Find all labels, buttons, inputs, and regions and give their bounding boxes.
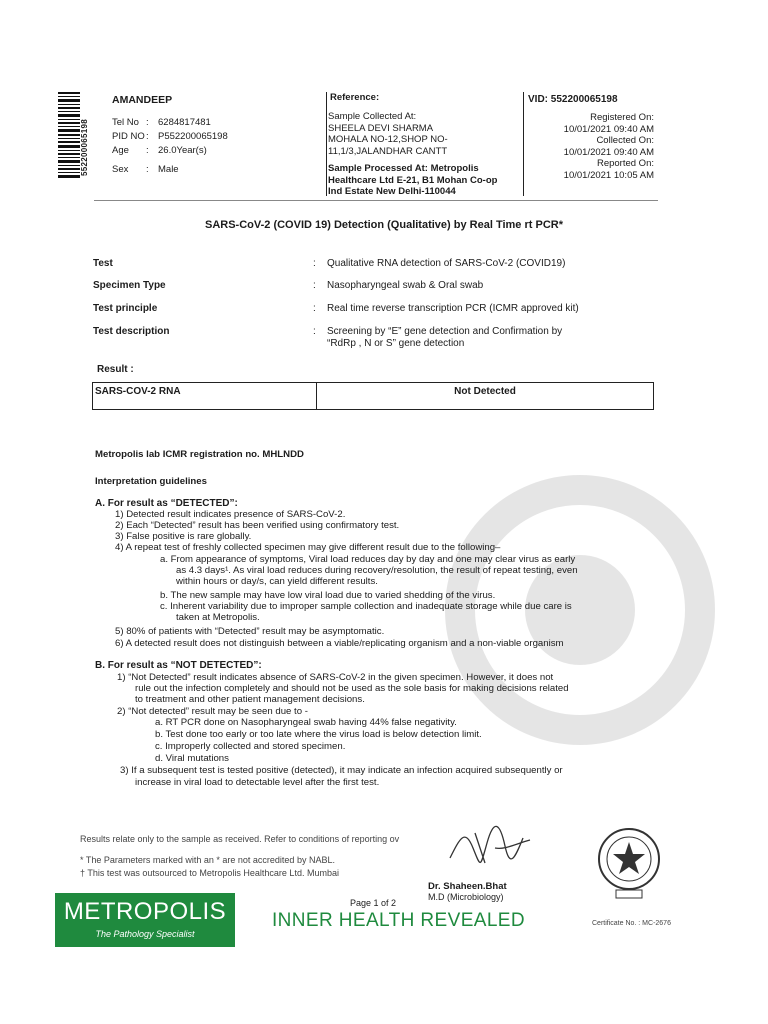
section-a-sub: c. Inherent variability due to improper sample collection and inadequate storage while due care is: [160, 601, 572, 612]
section-a-sub: b. The new sample may have low viral load due to varied shedding of the virus.: [160, 590, 496, 601]
nabl-seal-icon: [596, 826, 662, 910]
tel-label: Tel No: [112, 117, 139, 128]
result-table: [92, 382, 654, 410]
section-a-item: 6) A detected result does not distinguish between a viable/replicating organism and a non-viable organism: [115, 638, 564, 649]
section-b-item: 1) “Not Detected” result indicates absence of SARS-CoV-2 in the given specimen. However, it does not: [117, 672, 554, 683]
icmr-registration: Metropolis lab ICMR registration no. MHLNDD: [95, 449, 304, 460]
registered-label: Registered On:: [590, 112, 654, 123]
header-bottom-rule: [94, 200, 658, 201]
signature: [445, 818, 535, 874]
section-a-item: 4) A repeat test of freshly collected specimen may give different result due to the following–: [115, 542, 501, 553]
footer-note-3: † This test was outsourced to Metropolis Healthcare Ltd. Mumbai: [80, 868, 339, 878]
reported-value: 10/01/2021 10:05 AM: [563, 169, 654, 181]
pid-row: PID NO : P552200065198: [112, 131, 228, 142]
sex-value: Male: [158, 164, 179, 175]
section-a-item: 2) Each “Detected” result has been verified using confirmatory test.: [115, 520, 400, 531]
guidelines-title: Interpretation guidelines: [95, 476, 207, 487]
detail-value: Qualitative RNA detection of SARS-CoV-2 (COVID19): [327, 258, 566, 269]
collected-value: 10/01/2021 09:40 AM: [563, 146, 654, 158]
report-title: SARS-CoV-2 (COVID 19) Detection (Qualitative) by Real Time rt PCR*: [205, 219, 563, 231]
dates: [528, 112, 654, 181]
detail-key: Test principle: [93, 303, 158, 314]
collected-label: Collected On:: [596, 135, 654, 146]
section-a-item: 1) Detected result indicates presence of SARS-CoV-2.: [115, 509, 346, 520]
detail-value: [327, 326, 627, 350]
section-b-item: 2) “Not detected” result may be seen due to -: [117, 706, 308, 717]
logo-sub-text: The Pathology Specialist: [95, 929, 195, 939]
section-a-heading: A. For result as “DETECTED”:: [95, 498, 238, 509]
watermark-logo-icon: [430, 440, 730, 800]
section-b-item: 3) If a subsequent test is tested positive (detected), it may indicate an infection acquired subsequently or: [120, 765, 563, 776]
pid-label: PID NO: [112, 131, 145, 142]
certificate-number: Certificate No. : MC-2676: [592, 920, 671, 927]
section-a-sub: within hours or day/s, can yield different results.: [176, 576, 378, 587]
barcode-number: 552200065198: [80, 119, 89, 176]
patient-name: AMANDEEP: [112, 94, 173, 106]
footer-note-1: Results relate only to the sample as received. Refer to conditions of reporting ov: [80, 834, 400, 844]
header-divider-2: [523, 92, 524, 196]
page-number: Page 1 of 2: [350, 898, 397, 908]
section-a-sub: a. From appearance of symptoms, Viral load reduces day by day and one may clear virus as early: [160, 554, 576, 565]
detail-key: Specimen Type: [93, 280, 166, 291]
logo-main-text: METROPOLIS: [63, 898, 227, 925]
patient-info: [112, 117, 228, 176]
collected-at-line1: SHEELA DEVI SHARMA: [328, 122, 434, 134]
section-b-sub: a. RT PCR done on Nasopharyngeal swab having 44% false negativity.: [155, 717, 457, 728]
footer-note-2: * The Parameters marked with an * are not accredited by NABL.: [80, 855, 335, 865]
processed-at-line1: Sample Processed At: Metropolis: [328, 163, 479, 174]
collected-at-label: Sample Collected At:: [328, 111, 417, 122]
sex-label: Sex: [112, 164, 129, 175]
pid-value: P552200065198: [158, 131, 228, 142]
reported-label: Reported On:: [596, 158, 654, 169]
collected-at-line2: MOHALA NO-12,SHOP NO-: [328, 134, 448, 145]
processed-at-line2: Healthcare Ltd E-21, B1 Mohan Co-op: [328, 174, 498, 186]
sex-row: Sex : Male: [112, 164, 179, 175]
tel-value: 6284817481: [158, 117, 211, 128]
result-value: Not Detected: [454, 386, 516, 397]
header-divider-1: [326, 92, 327, 196]
detail-value-line2: “RdRp , N or S” gene detection: [327, 338, 465, 349]
result-label: Result :: [97, 364, 134, 375]
collected-at-line3: 11,1/3,JALANDHAR CANTT: [328, 145, 448, 157]
section-b-item: rule out the infection completely and should not be used as the sole basis for making decisions related: [135, 683, 569, 694]
detail-key: Test description: [93, 326, 170, 337]
processed-at-line3: Ind Estate New Delhi-110044: [328, 186, 456, 197]
tel-row: Tel No : 6284817481: [112, 117, 211, 128]
age-row: Age : 26.0Year(s): [112, 145, 207, 156]
detail-test-principle: Test principle : Real time reverse transcription PCR (ICMR approved kit): [93, 303, 627, 315]
doctor-name: Dr. Shaheen.Bhat: [428, 881, 507, 892]
age-value: 26.0Year(s): [158, 145, 207, 156]
section-a-sub: taken at Metropolis.: [176, 612, 260, 623]
section-a-sub: as 4.3 days¹. As viral load reduces during recovery/resolution, the result of repeat testing, even: [176, 565, 578, 576]
detail-value: Real time reverse transcription PCR (ICMR approved kit): [327, 303, 579, 314]
metropolis-logo: [55, 893, 235, 947]
detail-value: Nasopharyngeal swab & Oral swab: [327, 280, 484, 291]
section-a-item: 3) False positive is rare globally.: [115, 531, 252, 542]
vid: VID: 552200065198: [528, 94, 618, 105]
detail-specimen-type: Specimen Type : Nasopharyngeal swab & Oral swab: [93, 280, 627, 292]
registered-value: 10/01/2021 09:40 AM: [563, 123, 654, 135]
section-b-heading: B. For result as “NOT DETECTED”:: [95, 660, 262, 671]
section-b-item: to treatment and other patient management decisions.: [135, 694, 365, 705]
section-b-sub: b. Test done too early or too late where the virus load is below detection limit.: [155, 729, 482, 740]
section-b-sub: c. Improperly collected and stored specimen.: [155, 741, 346, 752]
tagline: INNER HEALTH REVEALED: [272, 910, 525, 931]
detail-value-line1: Screening by “E” gene detection and Confirmation by: [327, 326, 563, 337]
collected-at: [328, 111, 523, 157]
detail-test-description: Test description : Screening by “E” gene detection and Confirmation by “RdRp , N or S” gene detection: [93, 326, 627, 350]
doctor-qualification: M.D (Microbiology): [428, 892, 504, 902]
section-a-item: 5) 80% of patients with “Detected” result may be asymptomatic.: [115, 626, 385, 637]
processed-at: [328, 163, 523, 198]
section-b-item: increase in viral load to detectable level after the first test.: [135, 777, 380, 788]
detail-key: Test: [93, 258, 113, 269]
detail-test: Test : Qualitative RNA detection of SARS-CoV-2 (COVID19): [93, 258, 627, 270]
reference-label: Reference:: [330, 92, 380, 103]
age-label: Age: [112, 145, 129, 156]
section-b-sub: d. Viral mutations: [155, 753, 229, 764]
result-analyte: SARS-COV-2 RNA: [93, 383, 317, 409]
